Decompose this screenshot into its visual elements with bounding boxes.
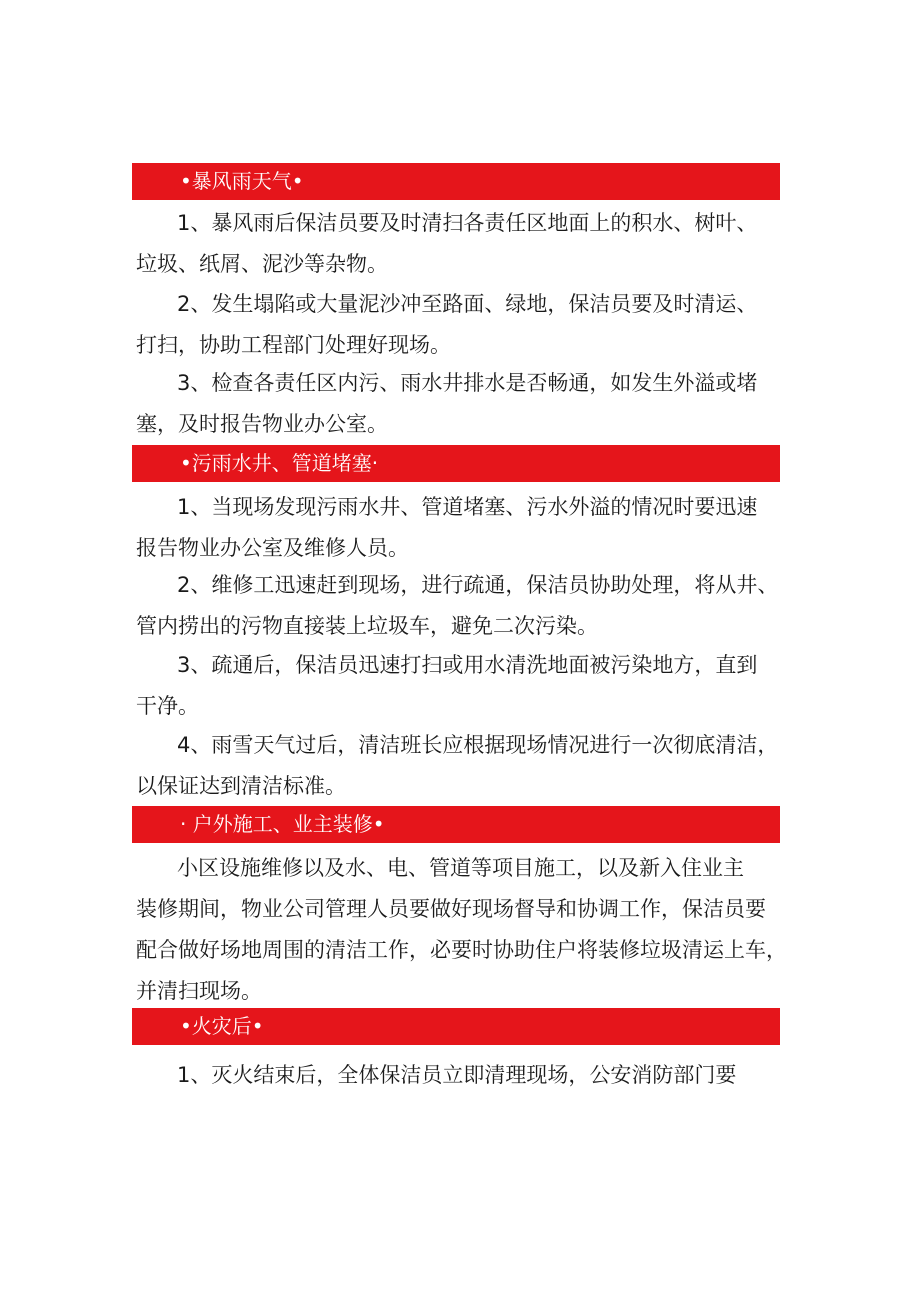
paragraph-line: 2、维修工迅速赶到现场，进行疏通，保洁员协助处理，将从井、 bbox=[177, 573, 779, 597]
paragraph-line: 垃圾、纸屑、泥沙等杂物。 bbox=[136, 252, 388, 276]
paragraph-line: 报告物业办公室及维修人员。 bbox=[136, 536, 409, 560]
section-header-storm bbox=[132, 163, 780, 200]
paragraph-line: 2、发生塌陷或大量泥沙冲至路面、绿地，保洁员要及时清运、 bbox=[177, 292, 758, 316]
paragraph-line: 1、灭火结束后，全体保洁员立即清理现场，公安消防部门要 bbox=[177, 1063, 737, 1087]
paragraph bbox=[136, 848, 787, 1012]
paragraph-line: 1、当现场发现污雨水井、管道堵塞、污水外溢的情况时要迅速 bbox=[177, 495, 758, 519]
section-header-after-fire bbox=[132, 1008, 780, 1045]
paragraph-line: 打扫，协助工程部门处理好现场。 bbox=[136, 333, 451, 357]
paragraph-line: 管内捞出的污物直接装上垃圾车，避免二次污染。 bbox=[136, 614, 598, 638]
paragraph-line: 小区设施维修以及水、电、管道等项目施工，以及新入住业主 bbox=[177, 856, 744, 880]
paragraph-line: 配合做好场地周围的清洁工作，必要时协助住户将装修垃圾清运上车， bbox=[136, 938, 787, 962]
paragraph-line: 以保证达到清洁标准。 bbox=[136, 774, 346, 798]
paragraph-line: 3、疏通后，保洁员迅速打扫或用水清洗地面被污染地方，直到 bbox=[177, 653, 758, 677]
section-title: · 户外施工、业主装修• bbox=[180, 812, 385, 836]
paragraph-line: 3、检查各责任区内污、雨水井排水是否畅通，如发生外溢或堵 bbox=[177, 371, 758, 395]
paragraph bbox=[136, 645, 784, 727]
paragraph bbox=[136, 565, 784, 647]
paragraph-line: 装修期间，物业公司管理人员要做好现场督导和协调工作，保洁员要 bbox=[136, 897, 766, 921]
paragraph bbox=[136, 725, 784, 807]
section-header-sewer-blockage bbox=[132, 445, 780, 482]
paragraph bbox=[136, 1055, 784, 1096]
paragraph-line: 塞，及时报告物业办公室。 bbox=[136, 412, 388, 436]
paragraph bbox=[136, 363, 784, 445]
paragraph bbox=[136, 203, 784, 285]
paragraph-line: 4、雨雪天气过后，清洁班长应根据现场情况进行一次彻底清洁， bbox=[177, 733, 779, 757]
paragraph bbox=[136, 284, 784, 366]
section-title: •污雨水井、管道堵塞· bbox=[180, 451, 379, 475]
paragraph bbox=[136, 487, 784, 569]
section-title: •暴风雨天气• bbox=[180, 169, 304, 193]
paragraph-line: 干净。 bbox=[136, 694, 199, 718]
paragraph-line: 1、暴风雨后保洁员要及时清扫各责任区地面上的积水、树叶、 bbox=[177, 211, 758, 235]
section-header-construction-renovation bbox=[132, 806, 780, 843]
section-title: •火灾后• bbox=[180, 1014, 264, 1038]
paragraph-line: 并清扫现场。 bbox=[136, 979, 262, 1003]
